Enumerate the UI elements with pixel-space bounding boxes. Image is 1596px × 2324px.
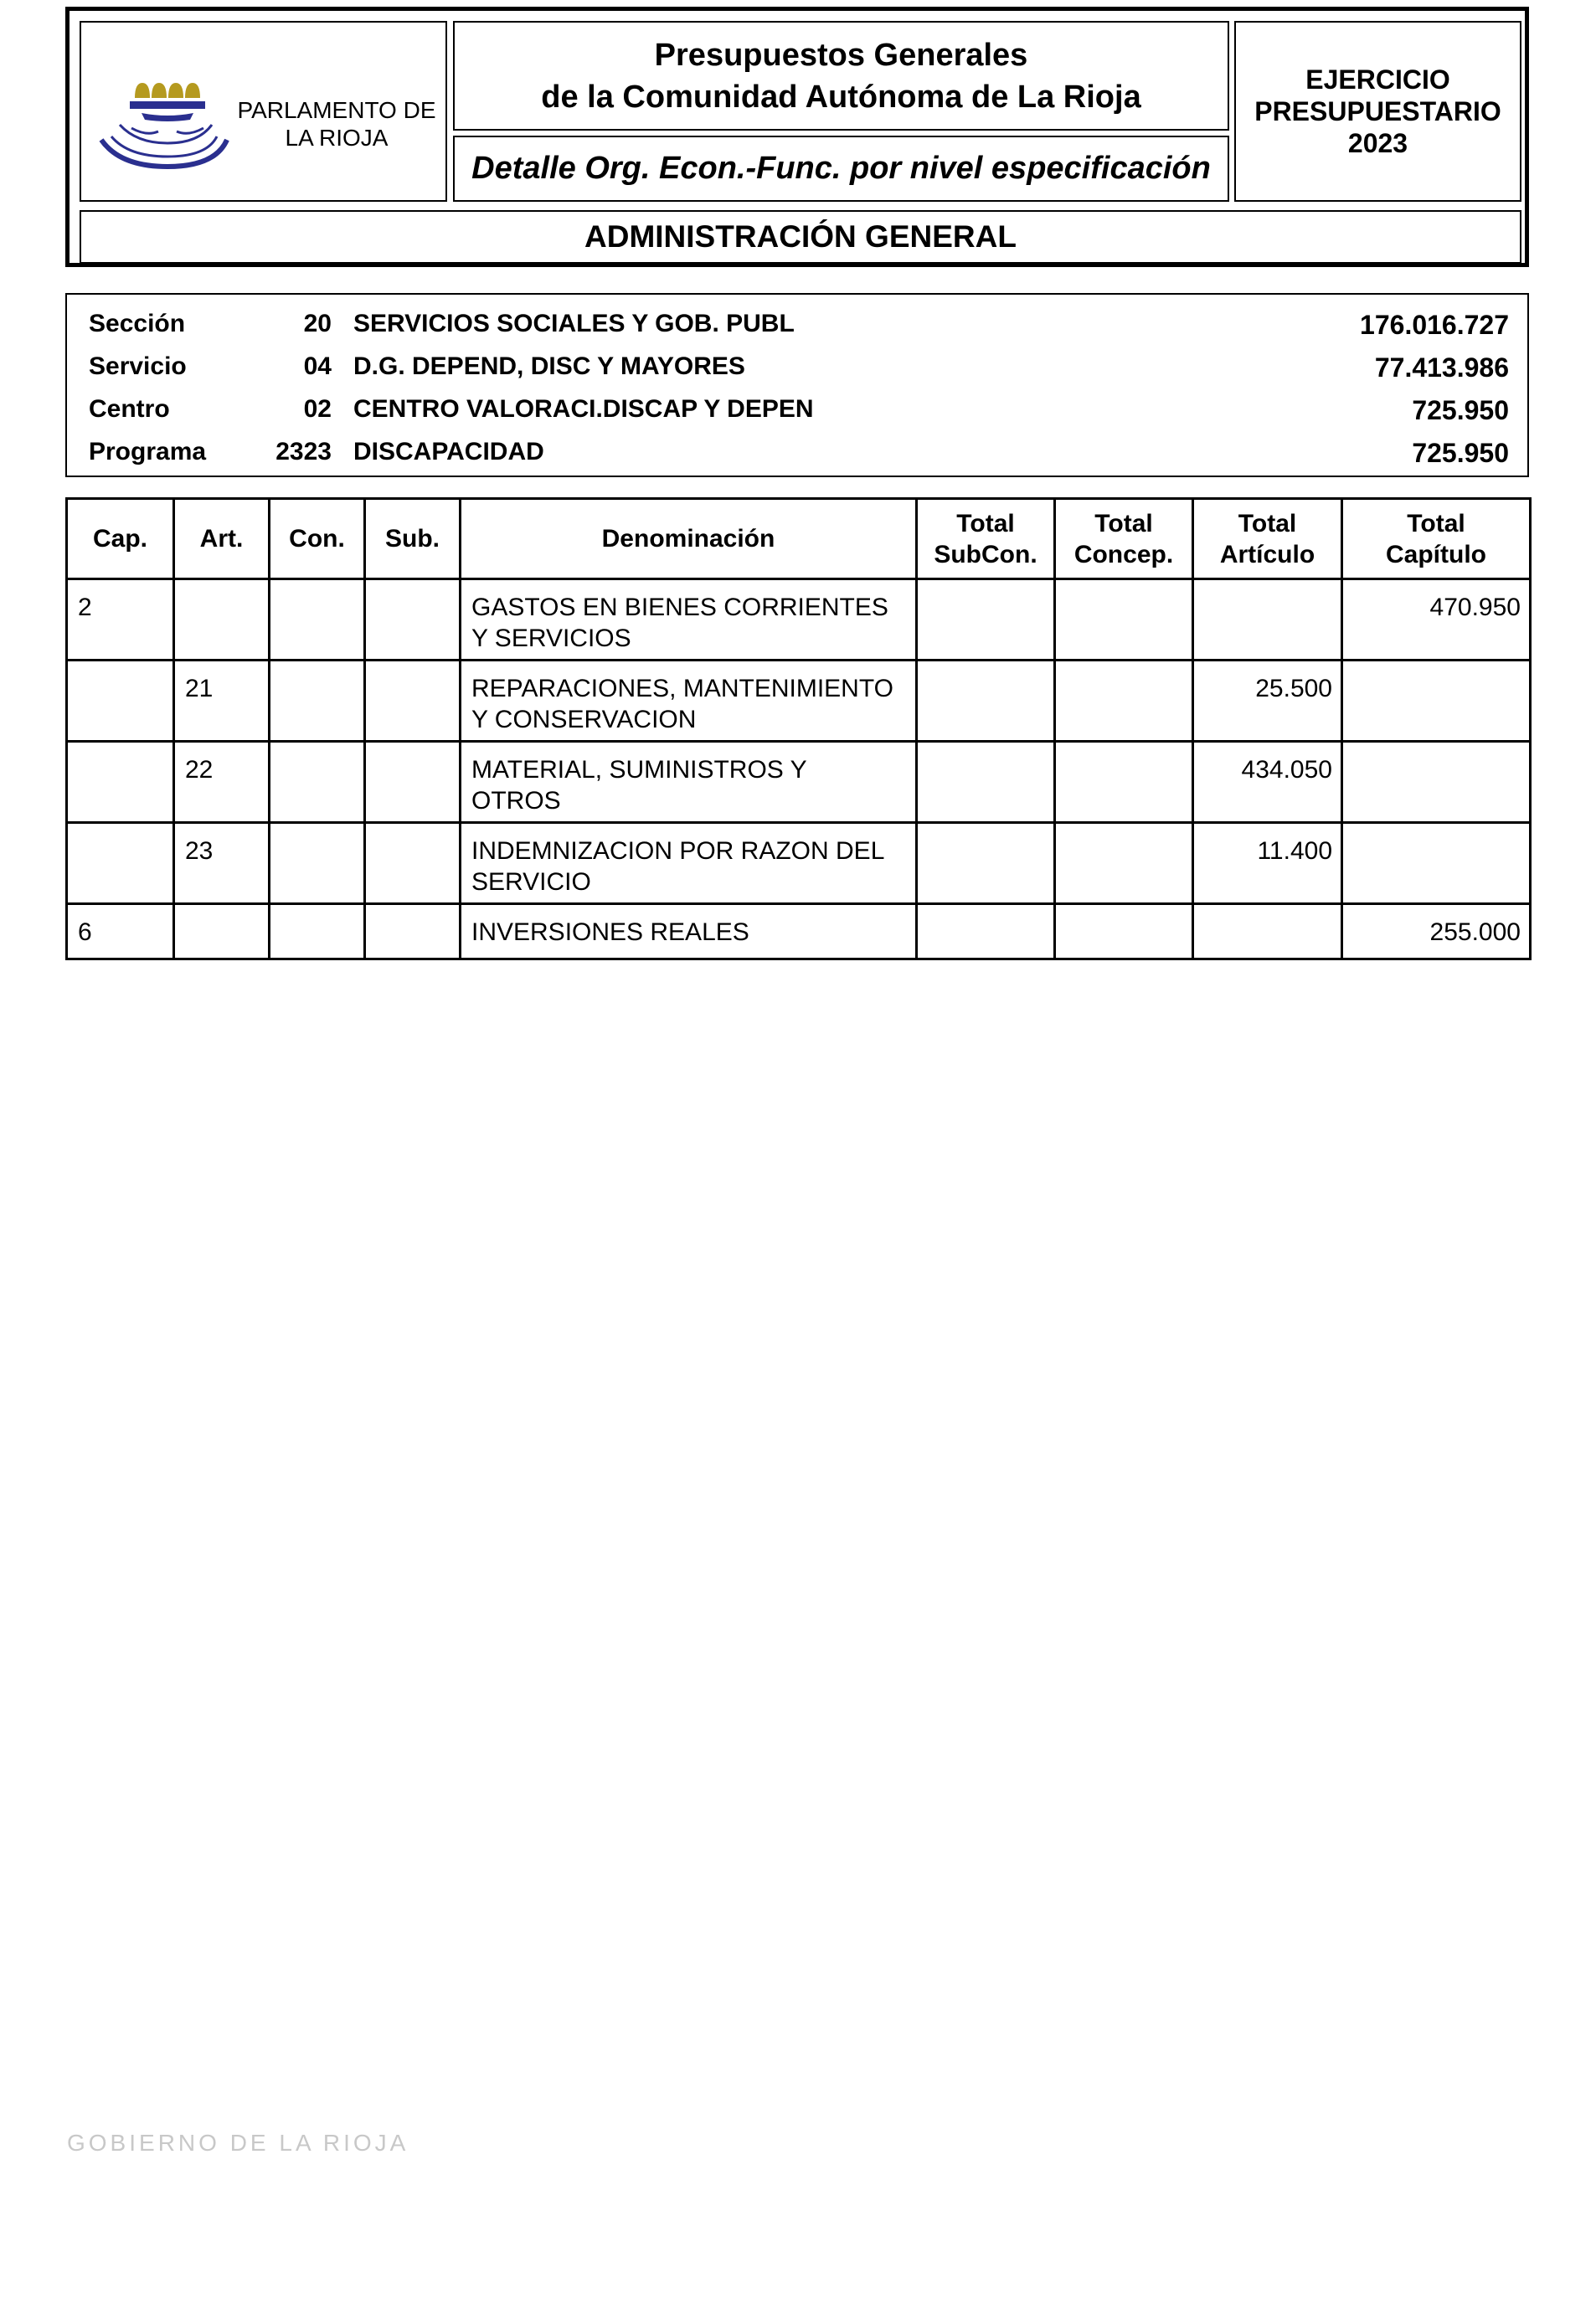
section-banner-text: ADMINISTRACIÓN GENERAL bbox=[584, 219, 1017, 254]
table-header-row bbox=[67, 499, 1531, 579]
denominacion-line: MATERIAL, SUMINISTROS Y bbox=[471, 756, 807, 784]
cell-cap bbox=[67, 823, 174, 904]
logo-caption bbox=[236, 96, 437, 152]
cell-total-articulo: 25.500 bbox=[1193, 661, 1342, 742]
col-header-total-capitulo bbox=[1342, 499, 1531, 579]
cell-art bbox=[174, 904, 270, 959]
denominacion-line: REPARACIONES, MANTENIMIENTO bbox=[471, 675, 893, 702]
cell-denominacion bbox=[461, 904, 917, 959]
cell-total-subcon bbox=[917, 742, 1055, 823]
organization-info bbox=[65, 293, 1529, 477]
cell-total-subcon bbox=[917, 904, 1055, 959]
cell-art: 21 bbox=[174, 661, 270, 742]
cell-total-articulo: 434.050 bbox=[1193, 742, 1342, 823]
section-banner bbox=[80, 210, 1521, 264]
cell-art bbox=[174, 579, 270, 661]
col-header-label: SubCon. bbox=[934, 540, 1037, 568]
cell-total-subcon bbox=[917, 579, 1055, 661]
cell-denominacion bbox=[461, 742, 917, 823]
col-header-sub bbox=[365, 499, 461, 579]
fiscal-year-box bbox=[1234, 21, 1521, 202]
info-label: Sección bbox=[89, 310, 186, 337]
table-row bbox=[67, 904, 1531, 959]
cell-total-capitulo: 470.950 bbox=[1342, 579, 1531, 661]
footer-faded-text: GOBIERNO DE LA RIOJA bbox=[67, 2130, 409, 2156]
document-subtitle bbox=[453, 136, 1229, 202]
col-header-label: Total bbox=[956, 509, 1015, 537]
document-header bbox=[65, 7, 1529, 267]
cell-total-articulo: 11.400 bbox=[1193, 823, 1342, 904]
cell-denominacion bbox=[461, 661, 917, 742]
col-header-label: Denominación bbox=[601, 525, 775, 553]
col-header-label: Concep. bbox=[1073, 540, 1174, 568]
cell-con bbox=[270, 579, 365, 661]
logo-caption-line2: LA RIOJA bbox=[285, 125, 389, 151]
denominacion-line: SERVICIO bbox=[471, 868, 591, 896]
cell-con bbox=[270, 742, 365, 823]
cell-total-articulo bbox=[1193, 904, 1342, 959]
denominacion-line: OTROS bbox=[471, 787, 561, 815]
info-amount: 77.413.986 bbox=[1374, 352, 1509, 383]
col-header-label: Total bbox=[1238, 509, 1297, 537]
col-header-art bbox=[174, 499, 270, 579]
cell-art: 23 bbox=[174, 823, 270, 904]
cell-sub bbox=[365, 823, 461, 904]
table-row bbox=[67, 823, 1531, 904]
cell-cap: 2 bbox=[67, 579, 174, 661]
document-title bbox=[453, 21, 1229, 131]
col-header-total-articulo bbox=[1193, 499, 1342, 579]
cell-cap: 6 bbox=[67, 904, 174, 959]
cell-denominacion bbox=[461, 823, 917, 904]
info-row-centro bbox=[67, 388, 1527, 430]
info-label: Programa bbox=[89, 438, 207, 465]
cell-total-capitulo bbox=[1342, 661, 1531, 742]
title-line1: Presupuestos Generales bbox=[654, 37, 1028, 73]
info-desc: D.G. DEPEND, DISC Y MAYORES bbox=[353, 352, 745, 380]
cell-total-concep bbox=[1055, 823, 1193, 904]
cell-art: 22 bbox=[174, 742, 270, 823]
col-header-label: Con. bbox=[289, 525, 345, 553]
logo-caption-line1: PARLAMENTO DE bbox=[237, 97, 436, 123]
cell-denominacion bbox=[461, 579, 917, 661]
denominacion-line: Y CONSERVACION bbox=[471, 706, 697, 733]
cell-con bbox=[270, 823, 365, 904]
ejercicio-year: 2023 bbox=[1347, 128, 1408, 158]
info-row-seccion bbox=[67, 303, 1527, 345]
cell-sub bbox=[365, 661, 461, 742]
info-row-programa bbox=[67, 431, 1527, 473]
subtitle-text: Detalle Org. Econ.-Func. por nivel especificación bbox=[471, 151, 1211, 186]
info-amount: 725.950 bbox=[1412, 438, 1509, 468]
cell-cap bbox=[67, 661, 174, 742]
cell-cap bbox=[67, 742, 174, 823]
cell-con bbox=[270, 904, 365, 959]
info-label: Centro bbox=[89, 395, 170, 423]
cell-total-subcon bbox=[917, 661, 1055, 742]
col-header-label: Art. bbox=[199, 525, 244, 553]
cell-total-concep bbox=[1055, 661, 1193, 742]
info-desc: DISCAPACIDAD bbox=[353, 438, 544, 465]
budget-table bbox=[65, 497, 1532, 960]
col-header-total-concep bbox=[1055, 499, 1193, 579]
denominacion-line: GASTOS EN BIENES CORRIENTES bbox=[471, 594, 888, 621]
denominacion-line: INVERSIONES REALES bbox=[471, 918, 749, 946]
col-header-label: Artículo bbox=[1219, 540, 1315, 568]
info-label: Servicio bbox=[89, 352, 187, 380]
cell-total-subcon bbox=[917, 823, 1055, 904]
info-code: 2323 bbox=[275, 438, 332, 465]
col-header-label: Capítulo bbox=[1386, 540, 1486, 568]
cell-con bbox=[270, 661, 365, 742]
cell-total-capitulo bbox=[1342, 742, 1531, 823]
col-header-total-subcon bbox=[917, 499, 1055, 579]
info-code: 20 bbox=[303, 310, 332, 337]
ejercicio-line1: EJERCICIO bbox=[1305, 64, 1450, 95]
info-row-servicio bbox=[67, 346, 1527, 388]
col-header-label: Cap. bbox=[92, 525, 147, 553]
info-amount: 725.950 bbox=[1412, 395, 1509, 425]
col-header-label: Total bbox=[1407, 509, 1465, 537]
cell-total-concep bbox=[1055, 579, 1193, 661]
table-row bbox=[67, 579, 1531, 661]
col-header-con bbox=[270, 499, 365, 579]
denominacion-line: Y SERVICIOS bbox=[471, 625, 631, 652]
logo-box bbox=[80, 21, 447, 202]
info-amount: 176.016.727 bbox=[1360, 310, 1509, 340]
col-header-cap bbox=[67, 499, 174, 579]
col-header-label: Sub. bbox=[385, 525, 440, 553]
table-row bbox=[67, 742, 1531, 823]
info-desc: CENTRO VALORACI.DISCAP Y DEPEN bbox=[353, 395, 814, 423]
info-code: 04 bbox=[303, 352, 332, 380]
table-row bbox=[67, 661, 1531, 742]
col-header-label: Total bbox=[1094, 509, 1153, 537]
info-code: 02 bbox=[303, 395, 332, 423]
col-header-denominacion bbox=[461, 499, 917, 579]
cell-total-concep bbox=[1055, 742, 1193, 823]
denominacion-line: INDEMNIZACION POR RAZON DEL bbox=[471, 837, 885, 865]
cell-total-articulo bbox=[1193, 579, 1342, 661]
title-line2: de la Comunidad Autónoma de La Rioja bbox=[541, 79, 1141, 115]
cell-sub bbox=[365, 579, 461, 661]
parliament-logo bbox=[95, 73, 229, 173]
cell-total-concep bbox=[1055, 904, 1193, 959]
info-desc: SERVICIOS SOCIALES Y GOB. PUBL bbox=[353, 310, 795, 337]
ejercicio-line2: PRESUPUESTARIO bbox=[1254, 96, 1501, 126]
cell-sub bbox=[365, 742, 461, 823]
cell-total-capitulo: 255.000 bbox=[1342, 904, 1531, 959]
cell-total-capitulo bbox=[1342, 823, 1531, 904]
cell-sub bbox=[365, 904, 461, 959]
